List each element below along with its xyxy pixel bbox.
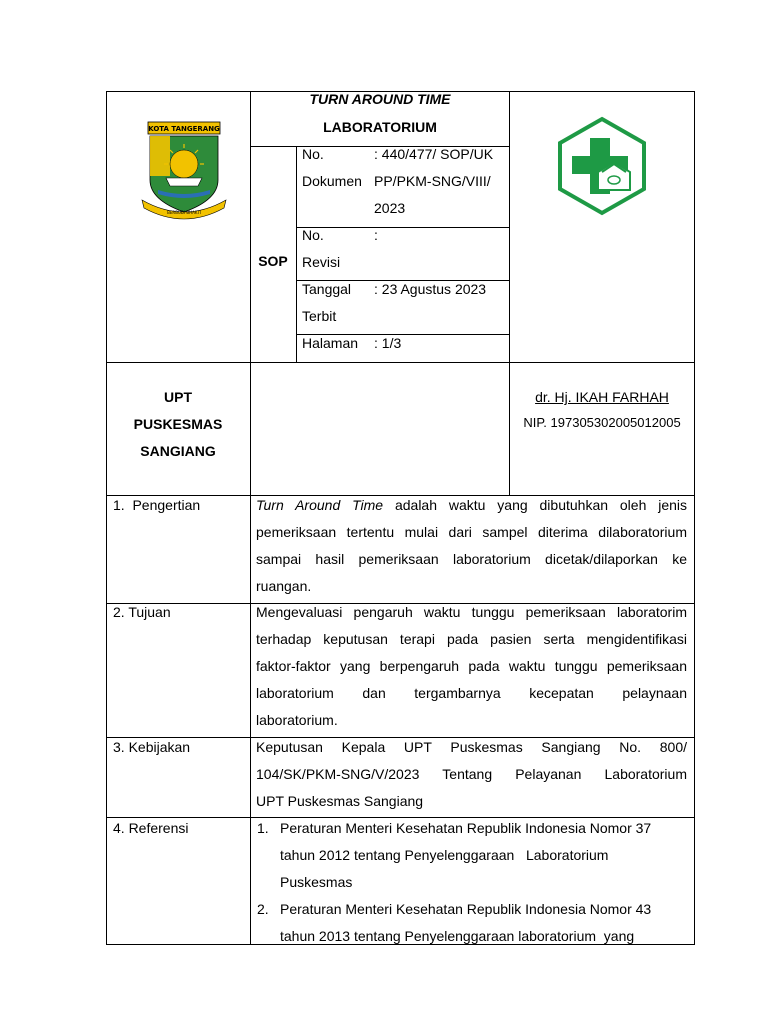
table-border-right [694,91,695,945]
puskesmas-logo [556,116,648,216]
svg-text:BERBUDI BHAKTI: BERBUDI BHAKTI [167,210,201,215]
body-line: Mengevaluasi pengaruh waktu tunggu pemeriksaan laboratorim [256,604,687,620]
body-line: adalah waktu yang dibutuhkan oleh jenis [383,497,688,513]
ref-2-line-1: Peraturan Menteri Kesehatan Republik Indonesia Nomor 43 [280,901,652,917]
issue-date-value: : 23 Agustus 2023 [374,281,487,297]
revision-label-1: No. [302,227,324,243]
page-value: : 1/3 [374,335,402,351]
header-bottom-border [106,362,695,363]
row-divider-1 [296,227,510,228]
title-line-1: TURN AROUND TIME [309,91,451,107]
ref-1-line-2: tahun 2012 tentang Penyelenggaraan Laboratorium [280,847,609,863]
column-divider-main [250,91,251,945]
section-label-pengertian: 1. Pengertian [113,497,201,513]
sop-label: SOP [258,253,288,269]
ref-number-1: 1. [257,820,269,836]
doc-no-value-1: : 440/477/ SOP/UK [374,146,494,162]
signer-nip: NIP. 197305302005012005 [523,415,681,430]
doc-no-value-3: 2023 [374,200,406,216]
term-italic: Turn Around Time [256,497,384,513]
title-line-2: LABORATORIUM [323,119,437,135]
issue-date-label-1: Tanggal [302,281,352,297]
kota-tangerang-logo [136,120,232,226]
org-name-line-2: PUSKESMAS [133,416,223,432]
page-label: Halaman [302,335,359,351]
section-label-tujuan: 2. Tujuan [113,604,171,620]
body-line: laboratorium dan tergambarnya kecepatan pelaynaan [256,685,687,701]
section-body-tujuan [256,599,687,734]
body-line: terhadap keputusan terapi pada pasien serta mengidentifikasi [256,631,687,647]
body-line: UPT Puskesmas Sangiang [256,793,424,809]
doc-no-label-2: Dokumen [302,173,362,189]
section-body-kebijakan [256,734,687,815]
body-line: ruangan. [256,578,312,594]
doc-no-label-1: No. [302,146,324,162]
ref-1-line-1: Peraturan Menteri Kesehatan Republik Indonesia Nomor 37 [280,820,652,836]
section-label-referensi: 4. Referensi [113,820,189,836]
body-line: 104/SK/PKM-SNG/V/2023 Tentang Pelayanan Laboratorium [256,766,687,782]
table-border-left [106,91,107,945]
column-divider-sop [296,146,297,362]
body-line: faktor-faktor yang berpengaruh pada waktu tunggu pemeriksaan [256,658,687,674]
body-line: pemeriksaan tertentu mulai dari sampel diterima dilaboratorium [256,524,687,540]
org-name-line-3: SANGIANG [140,443,216,459]
section-label-kebijakan: 3. Kebijakan [113,739,191,755]
svg-text:KOTA TANGERANG: KOTA TANGERANG [148,125,220,133]
org-name-line-1: UPT [164,389,192,405]
body-line: laboratorium. [256,712,338,728]
issue-date-label-2: Terbit [302,308,337,324]
ref-1-line-3: Puskesmas [280,874,353,890]
signer-name: dr. Hj. IKAH FARHAH [535,389,669,405]
body-line: Keputusan Kepala UPT Puskesmas Sangiang No. 800/ [256,739,687,755]
section-body-pengertian [256,492,687,600]
body-line: sampai hasil pemeriksaan laboratorium dicetak/dilaporkan ke [256,551,687,567]
ref-2-line-2: tahun 2013 tentang Penyelenggaraan laboratorium yang [280,928,635,944]
revision-label-2: Revisi [302,254,341,270]
revision-value: : [374,227,378,243]
ref-number-2: 2. [257,901,269,917]
doc-no-value-2: PP/PKM-SNG/VIII/ [374,173,491,189]
